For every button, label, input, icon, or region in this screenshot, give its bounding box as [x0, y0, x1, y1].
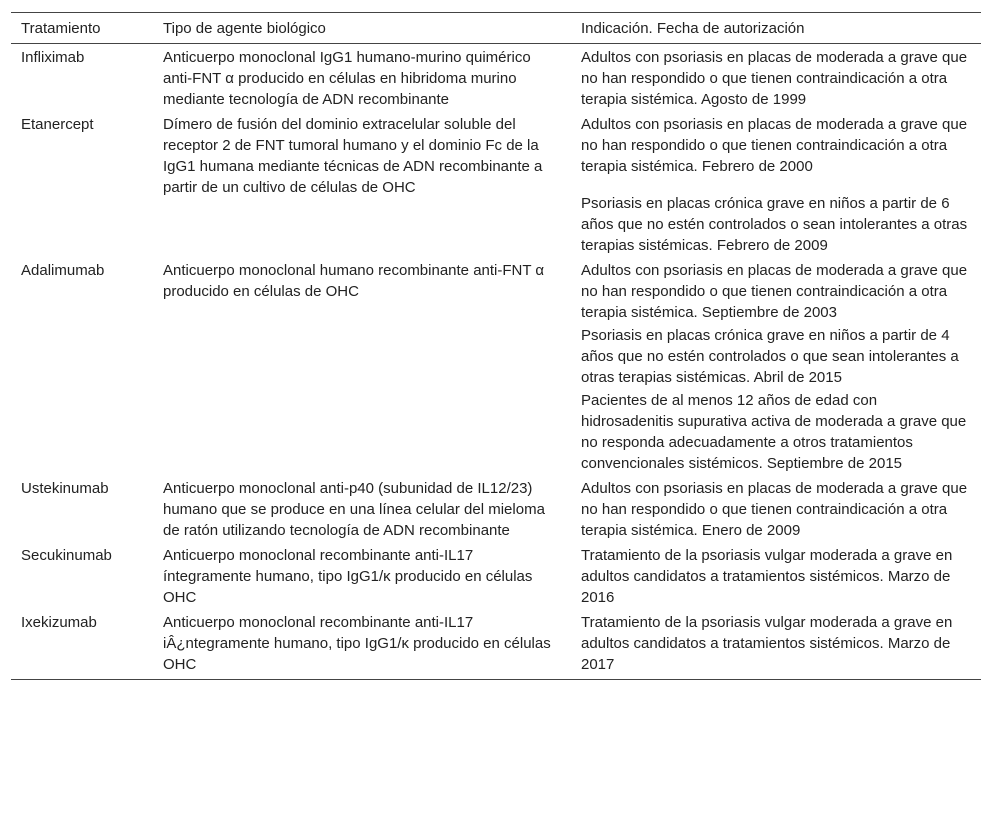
- indication-text: Psoriasis en placas crónica grave en niños a partir de 6 años que no estén controlados o sean intolerantes a otras terapias sistémicas. Febrero de 2009: [581, 195, 968, 254]
- agent-cell: Anticuerpo monoclonal humano recombinante anti-FNT α producido en células de OHC: [163, 262, 545, 300]
- agent-cell: Anticuerpo monoclonal recombinante anti-IL17 iÂ¿ntegramente humano, tipo IgG1/κ producido en células OHC: [153, 609, 571, 680]
- treatment-cell: Ixekizumab: [11, 609, 153, 680]
- table-body: [11, 44, 981, 680]
- indication-cell: [571, 111, 981, 257]
- table-row: [11, 475, 981, 542]
- treatment-cell: Secukinumab: [21, 547, 112, 564]
- agent-cell: Anticuerpo monoclonal IgG1 humano-murino quimérico anti-FNT α producido en células en hibridoma murino mediante tecnología de ADN recombinante: [163, 49, 531, 108]
- table-row: [11, 609, 981, 680]
- indication-text: Tratamiento de la psoriasis vulgar moderada a grave en adultos candidatos a tratamientos sistémicos. Marzo de 2016: [581, 547, 953, 606]
- indication-text: Adultos con psoriasis en placas de moderada a grave que no han respondido o que tienen contraindicación a otra terapia sistémica. Septiembre de 2003: [581, 262, 968, 321]
- indication-text: Adultos con psoriasis en placas de moderada a grave que no han respondido o que tienen contraindicación a otra terapia sistémica. Febrero de 2000: [581, 116, 968, 175]
- table-header: [11, 13, 981, 44]
- indication-cell: [571, 609, 981, 680]
- agent-cell: Anticuerpo monoclonal recombinante anti-IL17 íntegramente humano, tipo IgG1/κ producido en células OHC: [163, 547, 533, 606]
- indication-text: Adultos con psoriasis en placas de moderada a grave que no han respondido o que tienen contraindicación a otra terapia sistémica. Agosto de 1999: [581, 49, 968, 108]
- treatment-cell: Infliximab: [21, 49, 85, 66]
- indication-cell: [571, 44, 981, 112]
- indication-cell: [571, 475, 981, 542]
- indication-text: Adultos con psoriasis en placas de moderada a grave que no han respondido o que tienen contraindicación a otra terapia sistémica. Enero de 2009: [581, 480, 968, 539]
- treatment-cell: Ustekinumab: [21, 480, 109, 497]
- table-row: [11, 257, 981, 475]
- treatment-cell: Adalimumab: [21, 262, 105, 279]
- indication-text: Psoriasis en placas crónica grave en niños a partir de 4 años que no estén controlados o que sean intolerantes a otras terapias sistémicas. Abril de 2015: [581, 327, 959, 386]
- agent-cell: Anticuerpo monoclonal anti-p40 (subunidad de IL12/23) humano que se produce en una línea celular del mieloma de ratón utilizando tecnología de ADN recombinante: [163, 480, 545, 539]
- treatment-cell: Etanercept: [21, 116, 94, 133]
- header-treatment: Tratamiento: [11, 13, 153, 44]
- header-agent-type: Tipo de agente biológico: [153, 13, 571, 44]
- indication-text: Tratamiento de la psoriasis vulgar moderada a grave en adultos candidatos a tratamientos sistémicos. Marzo de 2017: [581, 614, 953, 673]
- header-row: [11, 13, 981, 44]
- indication-cell: [571, 257, 981, 475]
- table-row: [11, 44, 981, 112]
- indication-text: Pacientes de al menos 12 años de edad con hidrosadenitis supurativa activa de moderada a grave que no responda adecuadamente a otros tratamientos convencionales sistémicos. Septiembre de 2015: [581, 392, 967, 472]
- header-indication-date: Indicación. Fecha de autorización: [571, 13, 981, 44]
- biologics-table: [11, 12, 981, 680]
- agent-cell: Dímero de fusión del dominio extracelular soluble del receptor 2 de FNT tumoral humano y el dominio Fc de la IgG1 humana mediante técnicas de ADN recombinante a partir de un cultivo de células de OHC: [163, 116, 543, 196]
- indication-cell: [571, 542, 981, 609]
- table-row: [11, 111, 981, 257]
- table-row: [11, 542, 981, 609]
